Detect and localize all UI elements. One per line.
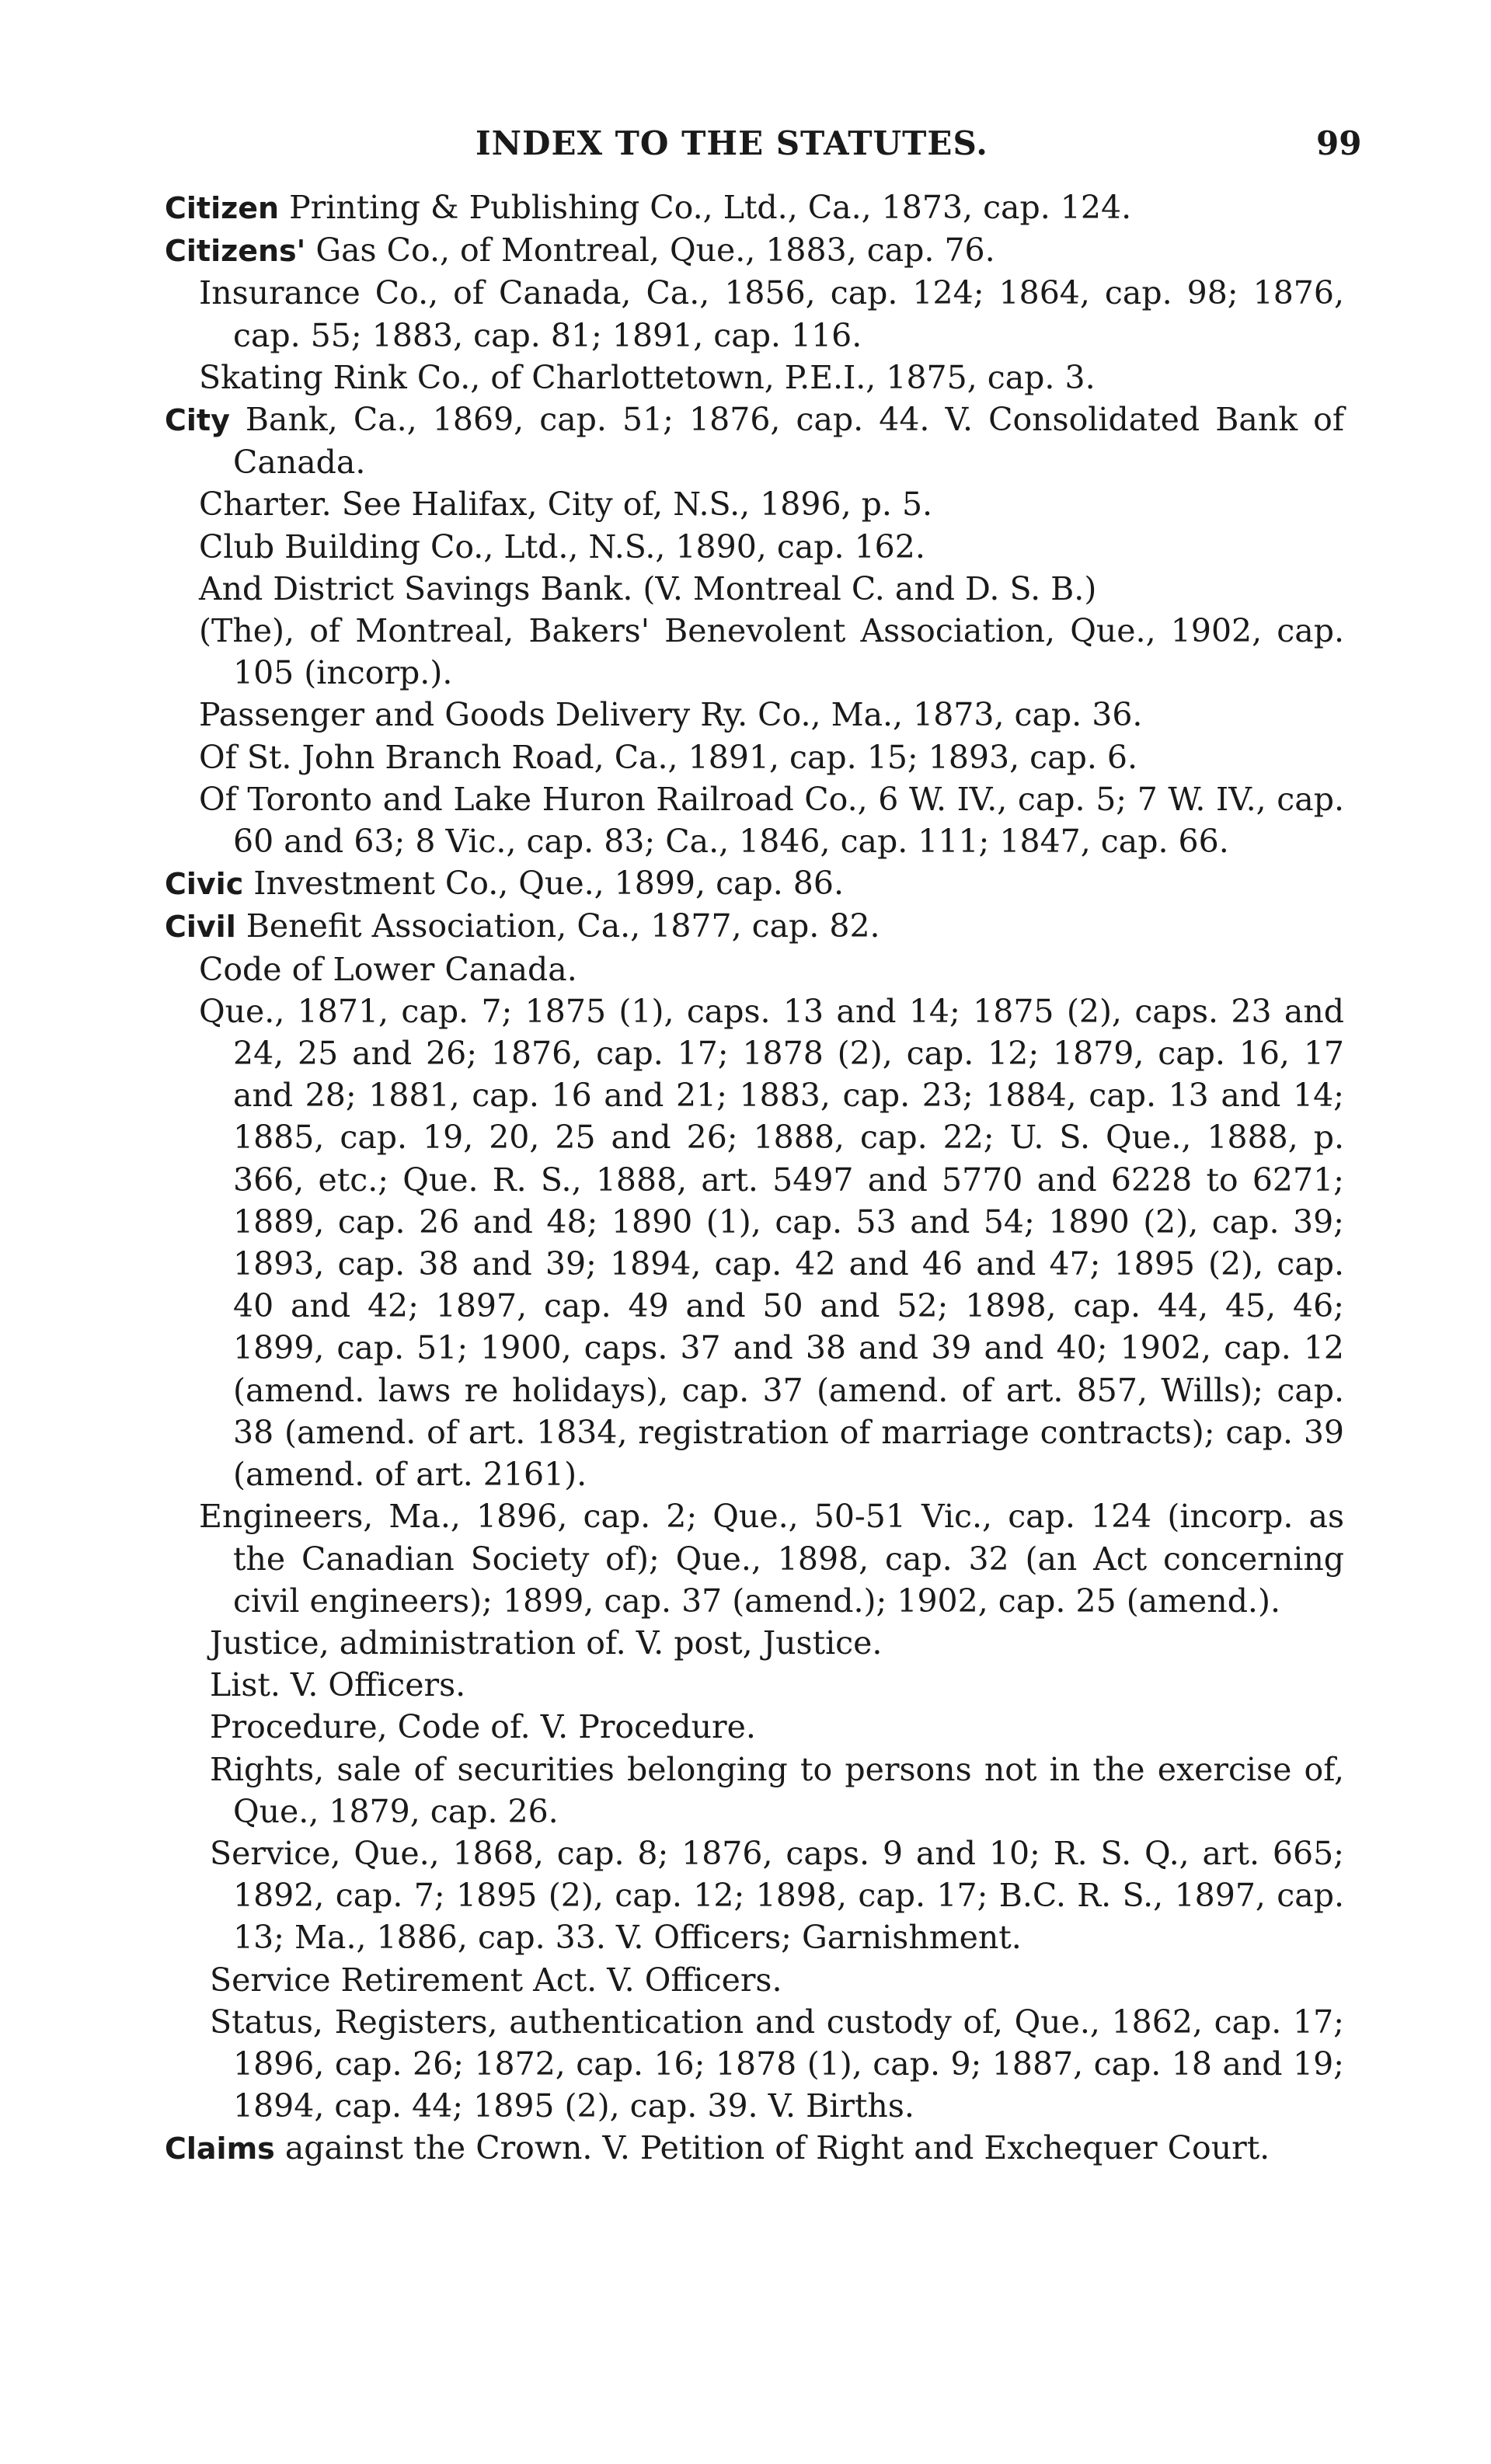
entry-text: Engineers, Ma., 1896, cap. 2; Que., 50-51 Vic., cap. 124 (incorp. as the Canadian Society of); Que., 1898, cap. 32 (an Act concerning civil engineers); 1899, cap. 37 (amend.); 1902, cap. 25 (amend.). bbox=[199, 1498, 1344, 1620]
index-entry bbox=[165, 694, 1344, 736]
entry-text: List. V. Officers. bbox=[210, 1666, 466, 1704]
index-entry bbox=[165, 948, 1344, 990]
index-entry bbox=[165, 862, 1344, 905]
page-number: 99 bbox=[1316, 124, 1362, 162]
index-entry bbox=[165, 526, 1344, 568]
index-entry bbox=[165, 2001, 1344, 2128]
entry-head: Civic bbox=[165, 867, 244, 902]
entry-text: And District Savings Bank. (V. Montreal C. and D. S. B.) bbox=[199, 569, 1097, 607]
index-entry bbox=[165, 990, 1344, 1495]
entry-text: Bank, Ca., 1869, cap. 51; 1876, cap. 44. V. Consolidated Bank of Canada. bbox=[229, 401, 1344, 482]
entry-text: against the Crown. V. Petition of Right and Exchequer Court. bbox=[274, 2129, 1270, 2167]
index-entry bbox=[165, 1664, 1344, 1706]
entry-text: Benefit Association, Ca., 1877, cap. 82. bbox=[235, 907, 880, 945]
entry-head: Claims bbox=[165, 2132, 275, 2166]
index-entry bbox=[165, 736, 1344, 778]
index-entry bbox=[165, 186, 1344, 229]
entry-text: Insurance Co., of Canada, Ca., 1856, cap. 124; 1864, cap. 98; 1876, cap. 55; 1883, cap. 81; 1891, cap. 116. bbox=[199, 274, 1344, 354]
entry-text: Procedure, Code of. V. Procedure. bbox=[210, 1708, 756, 1746]
entry-head: City bbox=[165, 403, 230, 438]
index-entry bbox=[165, 272, 1344, 356]
entry-text: (The), of Montreal, Bakers' Benevolent Association, Que., 1902, cap. 105 (incorp.). bbox=[199, 612, 1344, 692]
index-entries bbox=[165, 186, 1344, 2170]
index-entry bbox=[165, 1622, 1344, 1664]
entry-text: Rights, sale of securities belonging to persons not in the exercise of, Que., 1879, cap. 26. bbox=[210, 1750, 1344, 1830]
index-entry bbox=[165, 398, 1344, 483]
index-entry bbox=[165, 568, 1344, 610]
entry-text: Of St. John Branch Road, Ca., 1891, cap. 15; 1893, cap. 6. bbox=[199, 738, 1137, 776]
entry-text: Service Retirement Act. V. Officers. bbox=[210, 1961, 782, 1999]
index-entry bbox=[165, 357, 1344, 398]
entry-head: Citizens' bbox=[165, 234, 306, 269]
index-entry bbox=[165, 1749, 1344, 1832]
entry-text: Code of Lower Canada. bbox=[199, 950, 577, 988]
index-entry bbox=[165, 483, 1344, 525]
index-entry bbox=[165, 778, 1344, 862]
entry-text: Of Toronto and Lake Huron Railroad Co., 6 W. IV., cap. 5; 7 W. IV., cap. 60 and 63; 8 Vic., cap. 83; Ca., 1846, cap. 111; 1847, cap. 66. bbox=[199, 780, 1344, 861]
entry-text: Passenger and Goods Delivery Ry. Co., Ma., 1873, cap. 36. bbox=[199, 696, 1143, 734]
entry-text: Status, Registers, authentication and custody of, Que., 1862, cap. 17; 1896, cap. 26; 1872, cap. 16; 1878 (1), cap. 9; 1887, cap. 18 and 19; 1894, cap. 44; 1895 (2), cap. 39. V. Births. bbox=[210, 2003, 1344, 2125]
entry-head: Citizen bbox=[165, 191, 280, 225]
index-entry bbox=[165, 905, 1344, 948]
index-entry bbox=[165, 1495, 1344, 1622]
index-entry bbox=[165, 610, 1344, 694]
entry-head: Civil bbox=[165, 910, 236, 945]
entry-text: Justice, administration of. V. post, Justice. bbox=[210, 1624, 883, 1662]
entry-text: Service, Que., 1868, cap. 8; 1876, caps. 9 and 10; R. S. Q., art. 665; 1892, cap. 7; 1895 (2), cap. 12; 1898, cap. 17; B.C. R. S., 1897, cap. 13; Ma., 1886, cap. 33. V. Officers; Garnishment. bbox=[210, 1834, 1344, 1957]
index-entry bbox=[165, 2127, 1344, 2170]
entry-text: Charter. See Halifax, City of, N.S., 1896, p. 5. bbox=[199, 485, 933, 524]
entry-text: Gas Co., of Montreal, Que., 1883, cap. 76. bbox=[305, 231, 995, 270]
entry-text: Club Building Co., Ltd., N.S., 1890, cap. 162. bbox=[199, 527, 925, 566]
entry-text: Que., 1871, cap. 7; 1875 (1), caps. 13 and 14; 1875 (2), caps. 23 and 24, 25 and 26; 1876, cap. 17; 1878 (2), cap. 12; 1879, cap. 16, 17 and 28; 1881, cap. 16 and 21; 1883, cap. 23; 1884, cap. 13 and 14; 1885, cap. 19, 20, 25 and 26; 1888, cap. 22; U. S. Que., 1888, p. 366, etc.; Que. R. S., 1888, art. 5497 and 5770 and 6228 to 6271; 1889, cap. 26 and 48; 1890 (1), cap. 53 and 54; 1890 (2), cap. 39; 1893, cap. 38 and 39; 1894, cap. 42 and 46 and 47; 1895 (2), cap. 40 and 42; 1897, cap. 49 and 50 and 52; 1898, cap. 44, 45, 46; 1899, cap. 51; 1900, caps. 37 and 38 and 39 and 40; 1902, cap. 12 (amend. laws re holidays), cap. 37 (amend. of art. 857, Wills); cap. 38 (amend. of art. 1834, registration of marriage contracts); cap. 39 (amend. of art. 2161). bbox=[199, 992, 1344, 1494]
entry-text: Printing & Publishing Co., Ltd., Ca., 1873, cap. 124. bbox=[279, 189, 1132, 226]
index-entry bbox=[165, 1706, 1344, 1748]
index-entry bbox=[165, 1959, 1344, 2001]
index-entry bbox=[165, 1832, 1344, 1959]
entry-text: Skating Rink Co., of Charlottetown, P.E.I., 1875, cap. 3. bbox=[199, 358, 1096, 396]
running-head: INDEX TO THE STATUTES. bbox=[476, 124, 988, 162]
index-entry bbox=[165, 229, 1344, 272]
entry-text: Investment Co., Que., 1899, cap. 86. bbox=[243, 865, 845, 903]
